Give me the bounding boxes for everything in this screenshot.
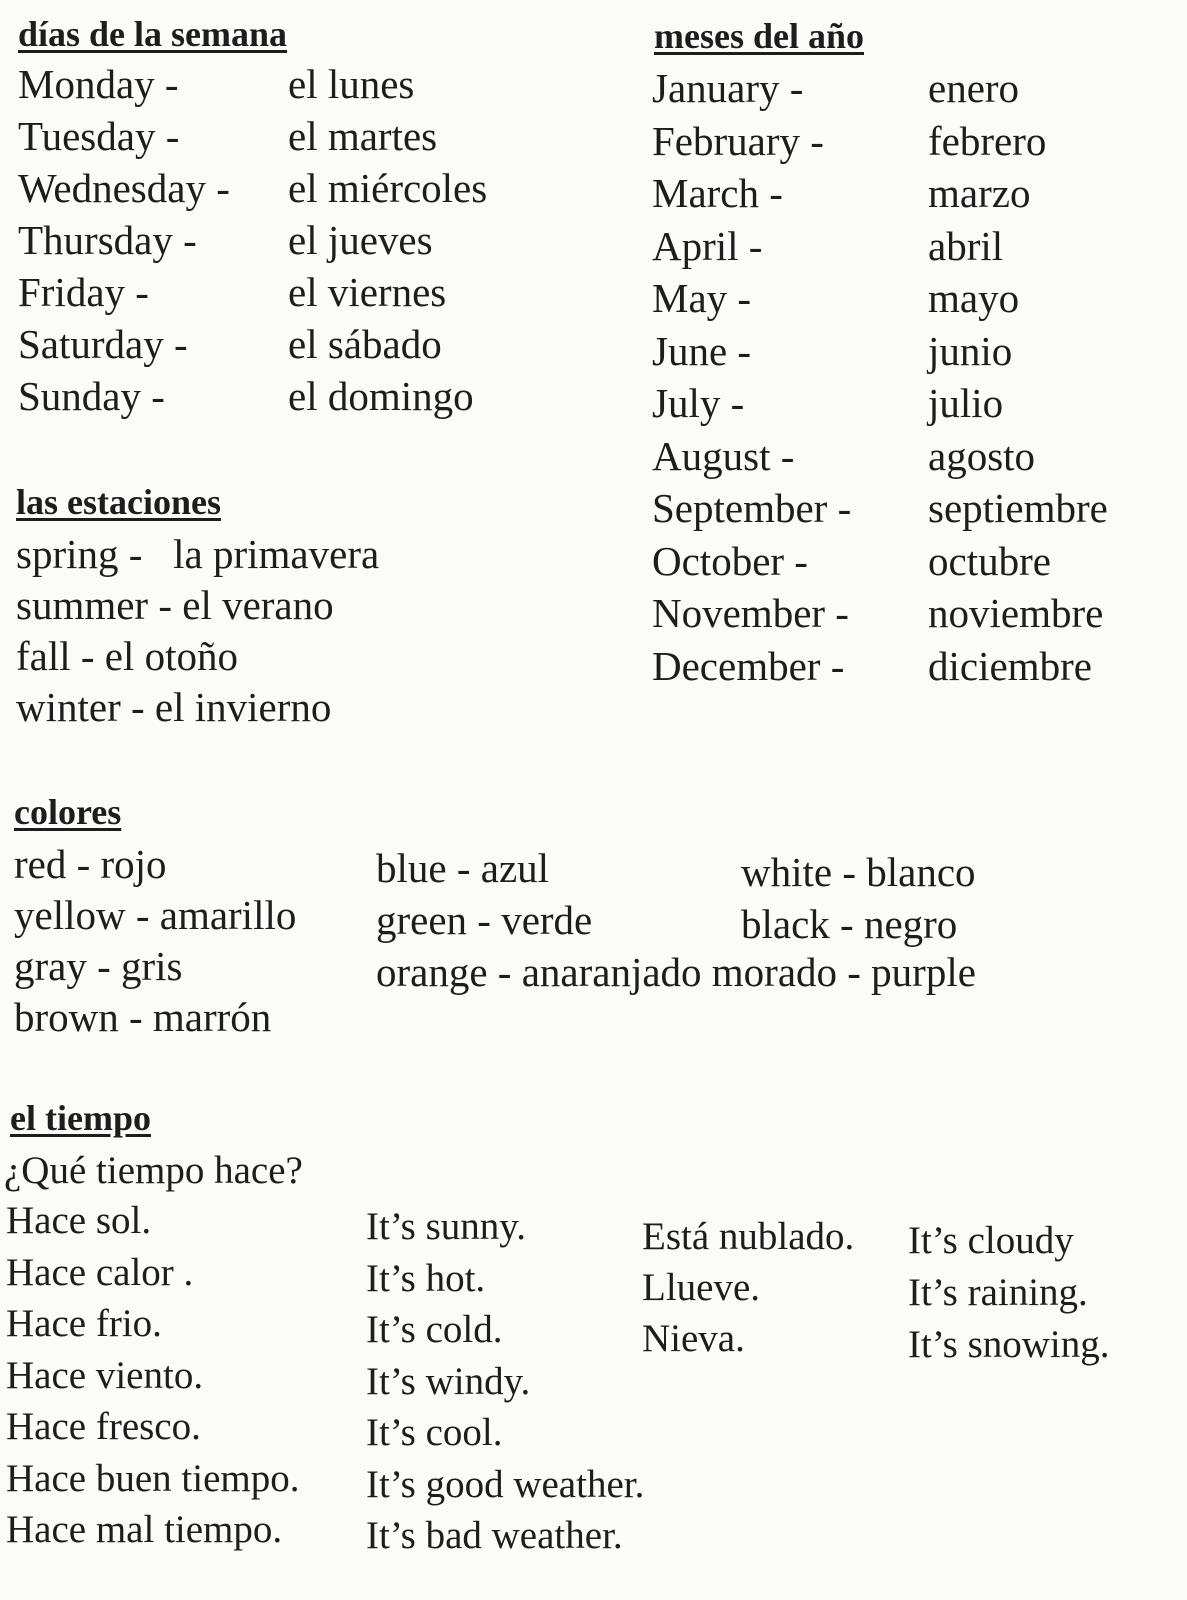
month-row bbox=[652, 642, 1172, 695]
month-spanish: mayo bbox=[928, 275, 1020, 321]
day-spanish: el jueves bbox=[288, 217, 433, 263]
days-heading: días de la semana bbox=[18, 14, 288, 54]
day-row bbox=[18, 268, 578, 320]
weather-translation-item: It’s sunny. bbox=[366, 1205, 526, 1248]
day-spanish: el sábado bbox=[288, 321, 442, 367]
month-spanish: octubre bbox=[928, 537, 1051, 584]
month-english: May - bbox=[652, 275, 752, 321]
month-row bbox=[652, 589, 1172, 642]
month-spanish: abril bbox=[928, 222, 1004, 269]
months-list bbox=[652, 64, 1172, 694]
weather-phrase-item: Llueve. bbox=[642, 1266, 761, 1309]
color-item: black - negro bbox=[741, 901, 958, 947]
weather-phrase-item: Hace buen tiempo. bbox=[6, 1456, 300, 1500]
color-item: white - blanco bbox=[741, 849, 976, 895]
months-heading: meses del año bbox=[654, 16, 864, 56]
day-english: Tuesday - bbox=[18, 113, 180, 159]
month-row bbox=[652, 379, 1172, 432]
month-row bbox=[652, 64, 1172, 117]
month-row bbox=[652, 327, 1172, 380]
color-item: gray - gris bbox=[14, 943, 183, 989]
day-row bbox=[18, 320, 578, 372]
weather-phrase-item: Hace fresco. bbox=[6, 1405, 201, 1448]
weather-phrase-item: Hace calor . bbox=[6, 1250, 194, 1294]
month-english: March - bbox=[652, 170, 783, 216]
day-spanish: el viernes bbox=[288, 269, 447, 315]
weather-question: ¿Qué tiempo hace? bbox=[4, 1149, 303, 1192]
weather-phrase-item: Está nublado. bbox=[642, 1215, 855, 1258]
weather-phrase-item: Hace mal tiempo. bbox=[6, 1508, 283, 1551]
season-item: spring - la primavera bbox=[16, 531, 380, 577]
weather-translation-item: It’s hot. bbox=[366, 1256, 486, 1300]
month-row bbox=[652, 117, 1172, 170]
month-english: February - bbox=[652, 117, 824, 164]
season-item: fall - el otoño bbox=[16, 633, 239, 679]
weather-translation-item: It’s cold. bbox=[366, 1308, 503, 1351]
color-item: blue - azul bbox=[376, 845, 550, 891]
day-english: Wednesday - bbox=[18, 165, 230, 211]
month-spanish: febrero bbox=[928, 117, 1047, 164]
color-item: red - rojo bbox=[14, 841, 167, 887]
month-row bbox=[652, 537, 1172, 590]
day-spanish: el lunes bbox=[288, 61, 415, 107]
weather-phrase-item: Nieva. bbox=[642, 1317, 745, 1360]
month-row bbox=[652, 274, 1172, 327]
month-spanish: junio bbox=[928, 327, 1013, 374]
weather-phrase-item: Hace sol. bbox=[6, 1199, 152, 1242]
weather-translation-item: It’s good weather. bbox=[366, 1462, 645, 1506]
weather-english-list-2 bbox=[908, 1218, 1178, 1374]
day-spanish: el martes bbox=[288, 113, 438, 159]
month-row bbox=[652, 484, 1172, 537]
day-english: Saturday - bbox=[18, 321, 188, 367]
color-item: orange - anaranjado morado - purple bbox=[376, 949, 976, 995]
season-item: winter - el invierno bbox=[16, 684, 332, 730]
weather-spanish-list-2 bbox=[642, 1214, 912, 1367]
month-english: December - bbox=[652, 642, 845, 689]
month-spanish: noviembre bbox=[928, 590, 1104, 636]
days-list bbox=[18, 60, 578, 424]
color-item: green - verde bbox=[376, 897, 593, 943]
month-spanish: marzo bbox=[928, 170, 1031, 216]
colors-column-3 bbox=[741, 848, 1141, 952]
weather-translation-item: It’s cloudy bbox=[908, 1219, 1074, 1262]
weather-spanish-list bbox=[6, 1198, 366, 1559]
month-english: November - bbox=[652, 590, 849, 636]
day-english: Friday - bbox=[18, 269, 149, 315]
month-english: January - bbox=[652, 65, 804, 111]
month-spanish: enero bbox=[928, 65, 1020, 111]
season-item: summer - el verano bbox=[16, 582, 334, 628]
day-row bbox=[18, 164, 578, 216]
month-row bbox=[652, 222, 1172, 275]
weather-translation-item: It’s windy. bbox=[366, 1359, 531, 1403]
day-row bbox=[18, 112, 578, 164]
month-english: September - bbox=[652, 485, 852, 531]
month-spanish: julio bbox=[928, 380, 1004, 426]
colors-column-1 bbox=[14, 840, 354, 1044]
day-row bbox=[18, 372, 578, 424]
weather-phrase-item: Hace viento. bbox=[6, 1353, 204, 1397]
month-spanish: diciembre bbox=[928, 642, 1092, 689]
weather-translation-item: It’s raining. bbox=[908, 1271, 1088, 1314]
month-english: July - bbox=[652, 380, 745, 426]
month-row bbox=[652, 432, 1172, 485]
seasons-list bbox=[16, 530, 616, 734]
day-spanish: el miércoles bbox=[288, 165, 488, 211]
month-english: June - bbox=[652, 327, 752, 374]
month-row bbox=[652, 169, 1172, 222]
seasons-heading: las estaciones bbox=[16, 482, 221, 522]
day-spanish: el domingo bbox=[288, 373, 474, 419]
month-spanish: septiembre bbox=[928, 485, 1108, 531]
colors-heading: colores bbox=[14, 792, 122, 832]
month-english: April - bbox=[652, 222, 763, 269]
weather-heading: el tiempo bbox=[10, 1098, 151, 1138]
weather-translation-item: It’s bad weather. bbox=[366, 1514, 623, 1557]
weather-translation-item: It’s cool. bbox=[366, 1411, 503, 1454]
color-item: yellow - amarillo bbox=[14, 892, 297, 938]
day-english: Sunday - bbox=[18, 373, 165, 419]
month-spanish: agosto bbox=[928, 432, 1036, 479]
day-row bbox=[18, 60, 578, 112]
day-english: Thursday - bbox=[18, 217, 197, 263]
month-english: August - bbox=[652, 432, 795, 479]
month-english: October - bbox=[652, 537, 808, 584]
day-row bbox=[18, 216, 578, 268]
color-item: brown - marrón bbox=[14, 994, 272, 1040]
day-english: Monday - bbox=[18, 61, 179, 107]
weather-translation-item: It’s snowing. bbox=[908, 1323, 1110, 1366]
weather-phrase-item: Hace frio. bbox=[6, 1302, 162, 1345]
